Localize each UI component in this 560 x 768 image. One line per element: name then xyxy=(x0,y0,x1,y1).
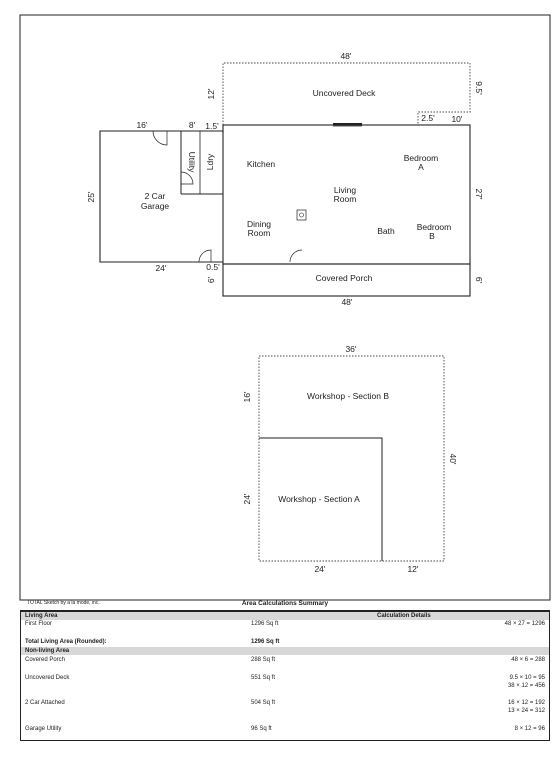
workshop-section-a-depth-dimension: 24' xyxy=(242,493,252,505)
workshop-bottom-right-dimension: 12' xyxy=(407,564,419,574)
workshop-section-b-depth-dimension: 16' xyxy=(242,391,252,403)
front-door-swing xyxy=(290,250,302,262)
garage-utility-row xyxy=(21,726,549,734)
summary-table xyxy=(20,610,550,741)
workshop-bottom-left-dimension: 24' xyxy=(314,564,326,574)
non-living-header-row xyxy=(21,647,549,655)
garage-utility-name: Garage Utility xyxy=(25,726,62,732)
bedroom-b-label-line1: Bedroom xyxy=(416,222,452,232)
total-living-name: Total Living Area (Rounded): xyxy=(25,639,107,645)
dining-room-label-line2: Room xyxy=(247,228,271,238)
covered-porch-row xyxy=(21,657,549,665)
garage-label-line2: Garage xyxy=(140,201,170,211)
deck-label: Uncovered Deck xyxy=(312,88,376,98)
fireplace-icon xyxy=(297,210,306,220)
first-floor-name: First Floor xyxy=(25,621,52,627)
utility-door-swing xyxy=(181,172,193,184)
covered-porch-area: 288 Sq ft xyxy=(251,657,276,663)
workshop-width-dimension: 36' xyxy=(345,344,357,354)
deck-depth-left-dimension: 12' xyxy=(206,88,216,100)
workshop-section-a-label: Workshop - Section A xyxy=(278,494,360,504)
total-living-area: 1296 Sq ft xyxy=(251,639,280,645)
garage-attached-row-2 xyxy=(21,708,549,716)
garage-utility-calc: 8 × 12 = 96 xyxy=(514,726,545,732)
house-depth-dimension: 27' xyxy=(474,188,484,200)
deck-notch-depth-dimension: 2.5' xyxy=(421,113,435,123)
summary-title: Area Calculations Summary xyxy=(241,600,329,607)
covered-porch-calc: 48 × 6 = 288 xyxy=(511,657,545,663)
deck-width-dimension: 48' xyxy=(340,51,352,61)
area-summary xyxy=(20,598,550,741)
porch-label: Covered Porch xyxy=(315,273,373,283)
offset-top-dimension: 1.5' xyxy=(205,121,219,131)
uncovered-deck-calc-2: 38 × 12 = 456 xyxy=(507,683,545,689)
offset-bottom-dimension: 0.5' xyxy=(206,262,220,272)
garage-attached-name: 2 Car Attached xyxy=(25,700,65,706)
garage-side-dimension: 25' xyxy=(86,191,96,203)
utility-top-dimension: 8' xyxy=(188,120,196,130)
uncovered-deck-calc-1: 9.5 × 10 = 95 xyxy=(509,675,545,681)
garage-utility-area: 96 Sq ft xyxy=(251,726,272,732)
bedroom-b-label-line2: B xyxy=(429,231,435,241)
living-room-label-line2: Room xyxy=(333,194,357,204)
calculation-details-header: Calculation Details xyxy=(377,613,431,619)
laundry-label: Ldry xyxy=(205,153,215,171)
garage-top-dimension: 16' xyxy=(136,120,148,130)
software-credit: TOTAL Sketch by a la mode, inc. xyxy=(27,600,100,606)
uncovered-deck-name: Uncovered Deck xyxy=(25,675,70,681)
covered-porch-name: Covered Porch xyxy=(25,657,66,663)
uncovered-deck-row-2 xyxy=(21,683,549,691)
bedroom-a-label-line2: A xyxy=(418,162,424,172)
dining-room-label-line1: Dining xyxy=(246,219,272,229)
garage-attached-row xyxy=(21,700,549,708)
first-floor-area: 1296 Sq ft xyxy=(251,621,279,627)
living-area-header-row xyxy=(21,612,549,620)
uncovered-deck-row xyxy=(21,675,549,683)
bedroom-a-label-line1: Bedroom xyxy=(403,153,439,163)
porch-depth-right-dimension: 6' xyxy=(474,276,484,284)
kitchen-label: Kitchen xyxy=(246,159,276,169)
page-border xyxy=(20,15,550,600)
total-living-row xyxy=(21,639,549,647)
workshop-outline xyxy=(259,356,444,561)
living-area-header: Living Area xyxy=(25,613,58,619)
uncovered-deck-area: 551 Sq ft xyxy=(251,675,276,681)
garage-side-door-swing xyxy=(199,250,211,262)
garage-attached-calc-1: 16 × 12 = 192 xyxy=(507,700,545,706)
deck-depth-right-dimension: 9.5' xyxy=(474,81,484,95)
garage-label-line1: 2 Car xyxy=(144,191,166,201)
living-room-label-line1: Living xyxy=(333,185,357,195)
bath-label: Bath xyxy=(377,226,395,236)
workshop-section-b-label: Workshop - Section B xyxy=(306,391,390,401)
garage-door-swing xyxy=(153,131,167,145)
utility-label: Utility xyxy=(187,151,197,173)
garage-bottom-dimension: 24' xyxy=(155,263,167,273)
first-floor-calc: 48 × 27 = 1296 xyxy=(504,621,545,627)
deck-notch-width-dimension: 10' xyxy=(451,114,463,124)
workshop-total-depth-dimension: 40' xyxy=(448,453,458,465)
garage-attached-calc-2: 13 × 24 = 312 xyxy=(507,708,545,714)
porch-depth-left-dimension: 6' xyxy=(206,276,216,284)
first-floor-row xyxy=(21,621,549,629)
garage-attached-area: 504 Sq ft xyxy=(251,700,276,706)
porch-width-dimension: 48' xyxy=(341,297,353,307)
non-living-header: Non-living Area xyxy=(25,648,70,654)
